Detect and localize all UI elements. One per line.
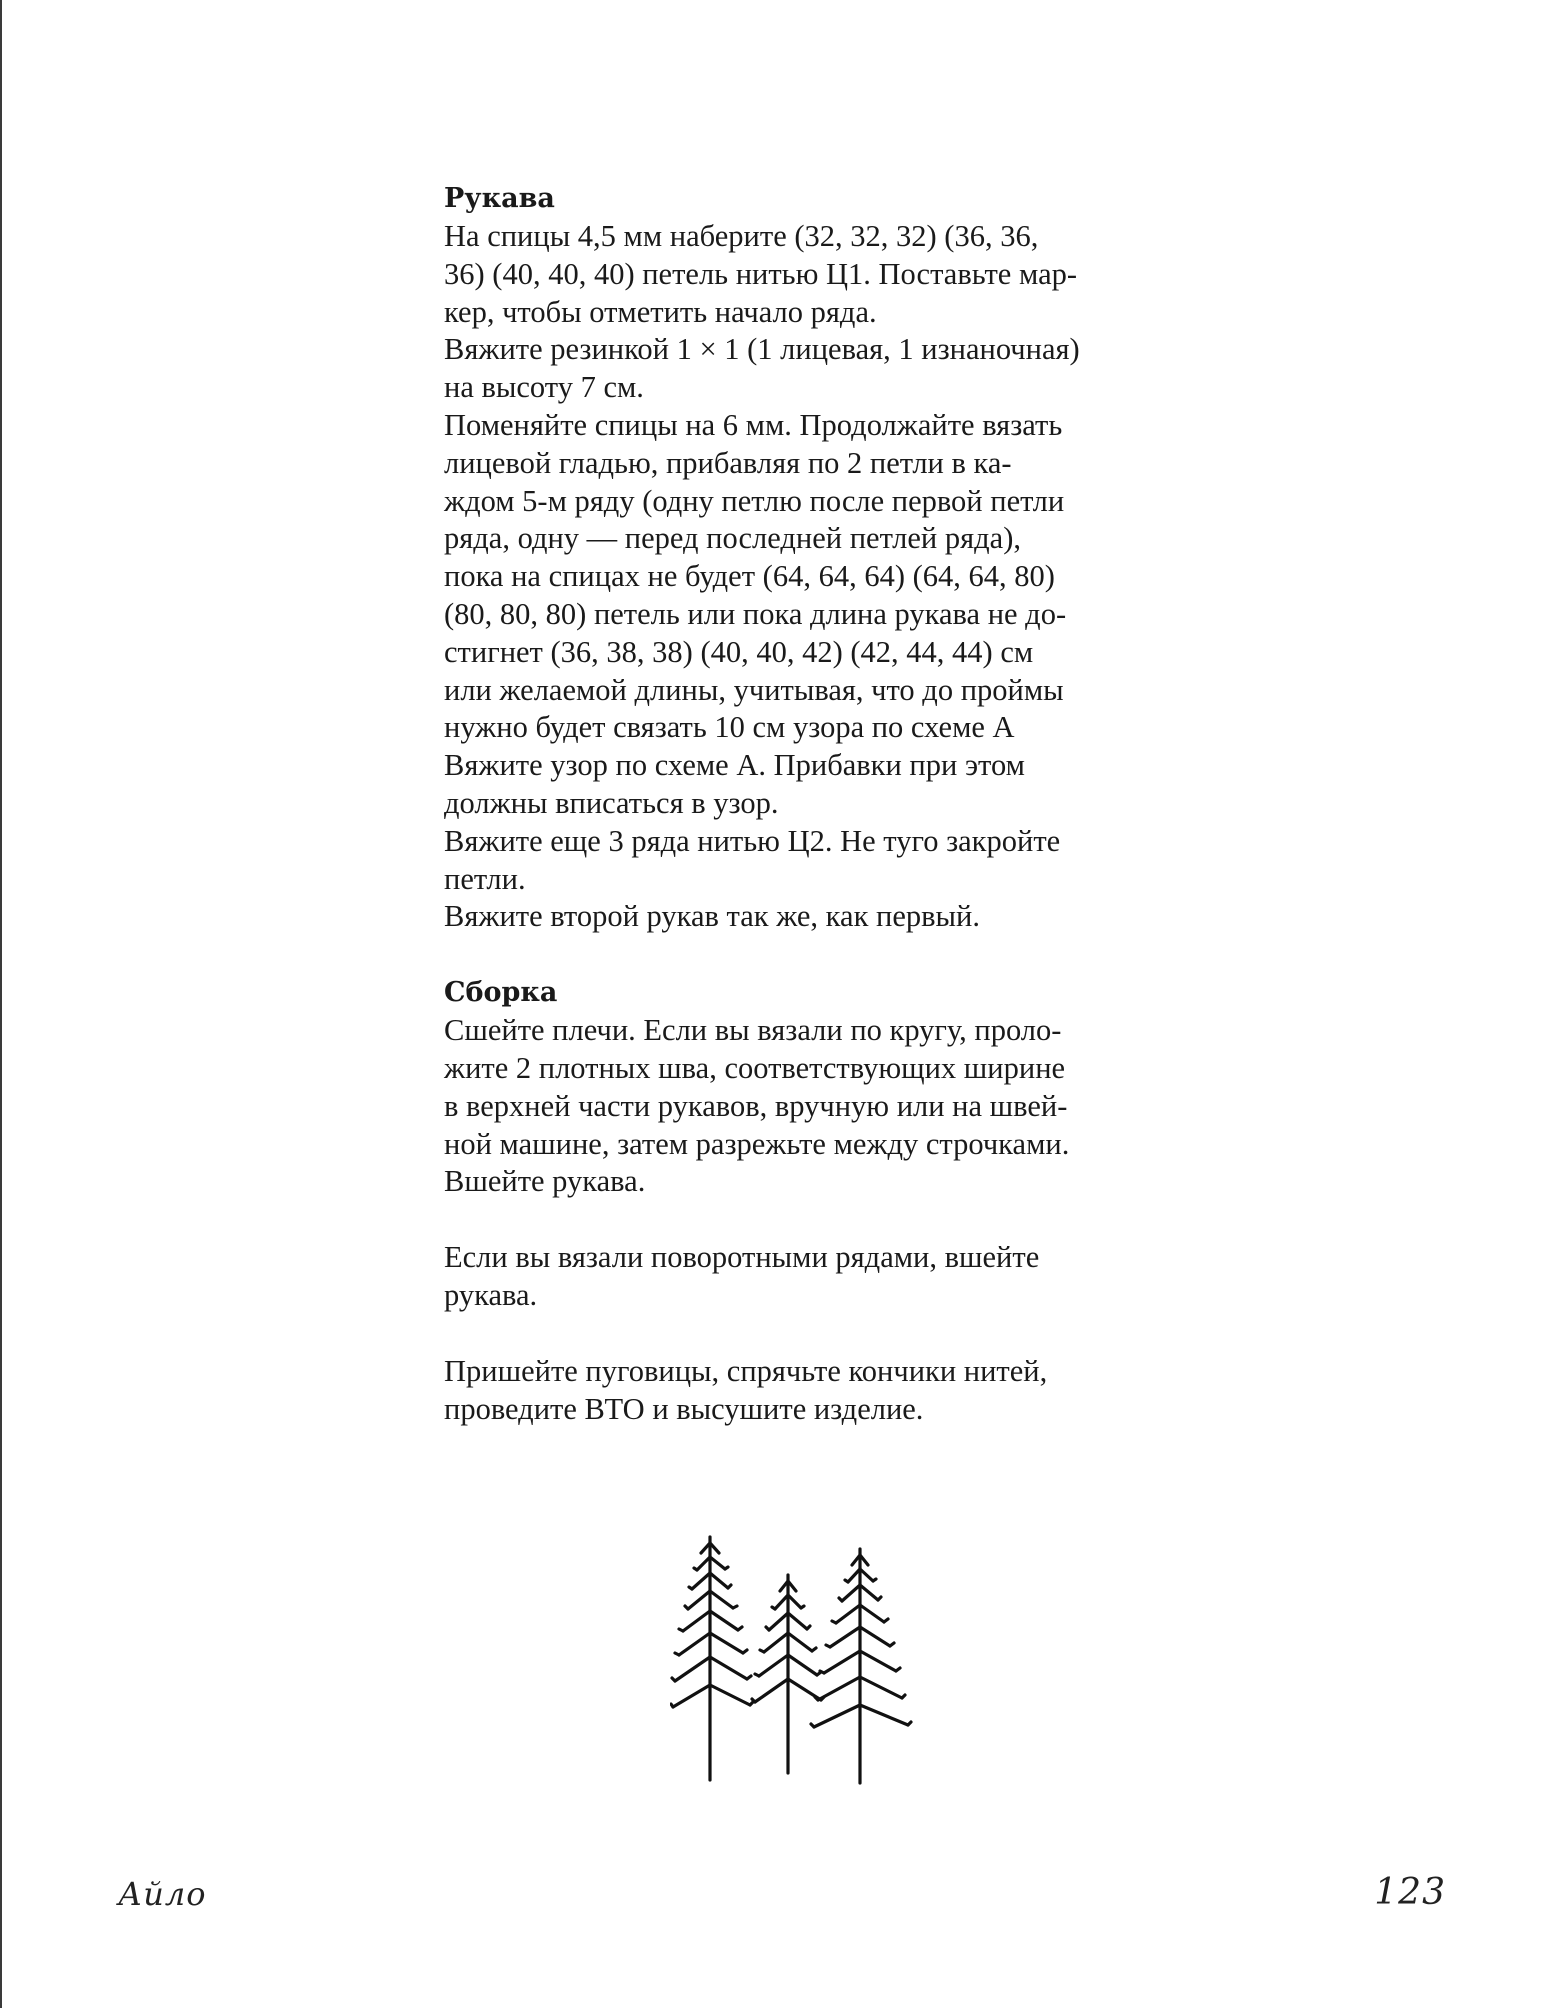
text-line: лицевой гладью, прибавляя по 2 петли в ка- [444,445,1012,480]
text-line: На спицы 4,5 мм наберите (32, 32, 32) (36, 36, [444,219,1039,253]
text-line: нужно будет связать 10 см узора по схеме А [444,710,1015,745]
text-line: рукава. [444,1277,538,1312]
section-gap [444,936,1124,974]
section-heading-assembly: Сборка [444,977,558,1009]
text-line: ряда, одну — перед последней петлей ряда), [444,521,1021,556]
pine-tree-left-icon [671,1537,753,1780]
text-line: Вяжите резинкой 1 × 1 (1 лицевая, 1 изнаночная) [444,332,1080,367]
pine-tree-middle-icon [752,1575,824,1773]
book-title-footer: Айло [118,1875,207,1913]
page-edge-divider [0,0,2,2008]
text-line: Поменяйте спицы на 6 мм. Продолжайте вязать [444,407,1063,442]
text-line: проведите ВТО и высушите изделие. [444,1391,924,1426]
text-line: Вяжите второй рукав так же, как первый. [444,899,980,934]
main-text-column [444,180,1124,1428]
text-line: Вяжите еще 3 ряда нитью Ц2. Не туго закройте [444,823,1061,858]
text-line: ждом 5-м ряду (одну петлю после первой петли [444,483,1065,518]
text-line: Вяжите узор по схеме А. Прибавки при этом [444,748,1025,783]
text-line: пока на спицах не будет (64, 64, 64) (64, 64, 80) [444,559,1055,594]
page-number: 123 [1374,1872,1446,1913]
section-sleeves [444,180,1124,936]
paragraph-gap [444,1315,1124,1353]
text-line: должны вписаться в узор. [444,785,779,820]
text-line: стигнет (36, 38, 38) (40, 40, 42) (42, 44, 44) см [444,634,1034,669]
text-line: (80, 80, 80) петель или пока длина рукава не до- [444,596,1067,631]
text-line: Сшейте плечи. Если вы вязали по кругу, проло- [444,1013,1062,1048]
text-line: в верхней части рукавов, вручную или на швей- [444,1088,1068,1123]
text-line: Если вы вязали поворотными рядами, вшейте [444,1240,1040,1275]
text-line: 36) (40, 40, 40) петель нитью Ц1. Поставьте мар- [444,256,1078,291]
text-line: Пришейте пуговицы, спрячьте кончики нитей, [444,1353,1048,1388]
text-line: жите 2 плотных шва, соответствующих ширине [444,1050,1066,1085]
pine-tree-right-icon [811,1549,911,1783]
text-line: кер, чтобы отметить начало ряда. [444,294,877,329]
pine-trees-icon [670,1535,920,1785]
paragraph-gap [444,1201,1124,1239]
text-line: Вшейте рукава. [444,1164,646,1199]
text-line: на высоту 7 см. [444,370,644,405]
text-line: петли. [444,861,526,896]
text-line: или желаемой длины, учитывая, что до проймы [444,672,1064,707]
section-assembly [444,974,1124,1428]
text-line: ной машине, затем разрежьте между строчками. [444,1126,1070,1161]
section-heading-sleeves: Рукава [444,183,555,214]
